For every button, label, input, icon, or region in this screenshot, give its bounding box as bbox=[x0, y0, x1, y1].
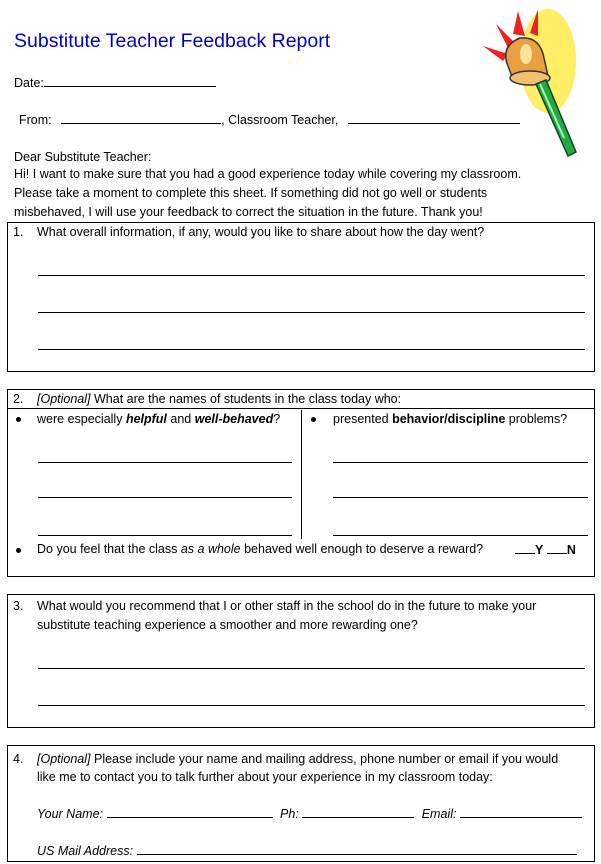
q2-reward-question: Do you feel that the class as a whole behaved well enough to deserve a reward? bbox=[37, 542, 484, 556]
q3-line-1: What would you recommend that I or other staff in the school do in the future to make your bbox=[37, 599, 537, 613]
q2-text: What are the names of students in the class today who: bbox=[90, 392, 402, 406]
bell-icon bbox=[478, 6, 588, 161]
q2-reward-answers bbox=[515, 542, 576, 557]
q4-mail-row bbox=[37, 843, 577, 858]
your-name-blank[interactable] bbox=[107, 806, 273, 818]
q2-behavior-line-2[interactable] bbox=[333, 497, 588, 498]
q2-optional: [Optional] bbox=[37, 392, 91, 406]
mail-address-label: US Mail Address: bbox=[37, 844, 134, 858]
question-3-box bbox=[7, 594, 595, 728]
q1-answer-line-2[interactable] bbox=[38, 312, 585, 313]
intro-line-3: misbehaved, I will use your feedback to correct the situation in the future. Thank you! bbox=[14, 205, 483, 219]
q2-number: 2. bbox=[13, 392, 24, 406]
q2-divider bbox=[8, 408, 594, 409]
q1-answer-line-1[interactable] bbox=[38, 275, 585, 276]
phone-label: Ph: bbox=[279, 807, 299, 821]
email-blank[interactable] bbox=[460, 806, 582, 818]
from-label: From: bbox=[19, 113, 52, 127]
date-label: Date: bbox=[14, 76, 44, 90]
salutation: Dear Substitute Teacher: bbox=[14, 150, 152, 164]
q4-line-1: [Optional] Please include your name and mailing address, phone number or email if you would bbox=[37, 752, 559, 766]
bullet-icon bbox=[16, 417, 21, 422]
q2-behavior-prompt: presented behavior/discipline problems? bbox=[333, 412, 568, 426]
q4-contact-row bbox=[37, 806, 582, 821]
intro-line-2: Please take a moment to complete this sheet. If something did not go well or students bbox=[14, 186, 488, 200]
phone-blank[interactable] bbox=[302, 806, 414, 818]
q2-prompt bbox=[37, 392, 401, 406]
reward-no-label: N bbox=[566, 543, 576, 557]
q1-answer-line-3[interactable] bbox=[38, 349, 585, 350]
q2-helpful-prompt: were especially helpful and well-behaved? bbox=[37, 412, 281, 426]
q4-line-2: like me to contact you to talk further about your experience in my classroom today: bbox=[37, 770, 493, 784]
q3-line-2: substitute teaching experience a smoother and more rewarding one? bbox=[37, 618, 418, 632]
q4-optional: [Optional] bbox=[37, 752, 91, 766]
reward-no-blank[interactable] bbox=[547, 542, 567, 554]
date-field bbox=[14, 75, 216, 90]
page-title: Substitute Teacher Feedback Report bbox=[14, 30, 331, 52]
date-blank[interactable] bbox=[44, 75, 216, 87]
mail-address-blank[interactable] bbox=[137, 843, 577, 855]
q2-helpful-line-1[interactable] bbox=[38, 462, 292, 463]
question-4-box bbox=[7, 745, 595, 862]
q1-number: 1. bbox=[13, 225, 24, 239]
question-2-box bbox=[7, 389, 595, 577]
intro-line-1: Hi! I want to make sure that you had a good experience today while covering my classroom. bbox=[14, 167, 522, 181]
q3-number: 3. bbox=[13, 599, 24, 613]
q4-number: 4. bbox=[13, 752, 24, 766]
reward-yes-label: Y bbox=[535, 543, 544, 557]
from-blank[interactable] bbox=[61, 112, 221, 124]
reward-yes-blank[interactable] bbox=[515, 542, 535, 554]
q3-answer-line-2[interactable] bbox=[38, 705, 585, 706]
q2-behavior-line-1[interactable] bbox=[333, 462, 588, 463]
q3-answer-line-1[interactable] bbox=[38, 668, 585, 669]
question-1-box bbox=[7, 222, 595, 372]
classroom-teacher-label: , Classroom Teacher, bbox=[221, 113, 339, 127]
classroom-teacher-blank[interactable] bbox=[348, 112, 520, 124]
q2-column-divider bbox=[301, 410, 302, 539]
your-name-label: Your Name: bbox=[37, 807, 104, 821]
q2-helpful-line-2[interactable] bbox=[38, 497, 292, 498]
bullet-icon bbox=[311, 417, 316, 422]
q2-behavior-line-3[interactable] bbox=[333, 535, 588, 536]
q2-helpful-line-3[interactable] bbox=[38, 535, 292, 536]
from-field bbox=[19, 112, 520, 127]
bullet-icon bbox=[16, 548, 21, 553]
q1-text: What overall information, if any, would you like to share about how the day went? bbox=[37, 225, 485, 239]
email-label: Email: bbox=[421, 807, 457, 821]
